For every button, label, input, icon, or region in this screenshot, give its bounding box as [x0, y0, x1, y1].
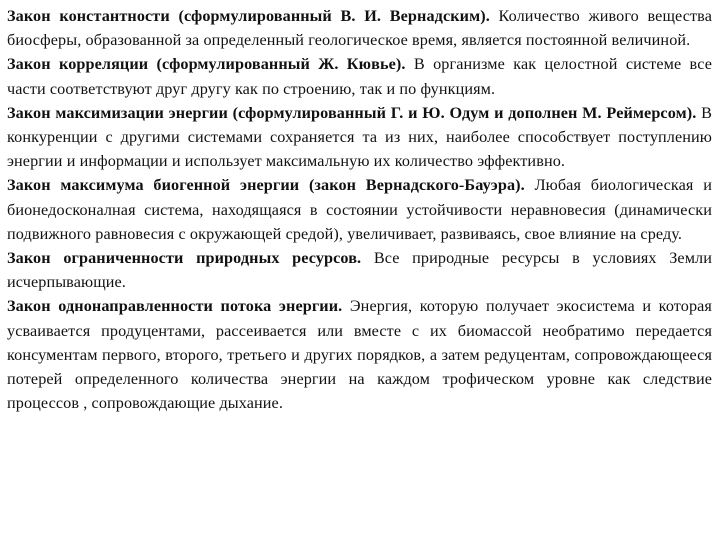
law-text: Любая биологическая и бионедосконалная система, находящаяся в состоянии устойчивости неравновесия (динамически подвижного равновесия с окружающей средой), увеличивает, развиваясь, свое влияние на среду.: [7, 176, 712, 243]
law-title: Закон однонаправленности потока энергии.: [7, 297, 343, 316]
law-paragraph-energy-flow: [7, 294, 712, 415]
law-text: В организме как целостной системе все части соответствуют друг другу как по строению, так и по функциям.: [7, 55, 712, 98]
law-title: Закон максимизации энергии (сформулированный Г. и Ю. Одум и дополнен М. Реймерсом).: [7, 103, 697, 122]
law-paragraph-constancy: [7, 4, 712, 52]
law-title: Закон корреляции (сформулированный Ж. Кювье).: [7, 55, 406, 74]
law-title: Закон ограниченности природных ресурсов.: [7, 249, 362, 268]
law-text: Энергия, которую получает экосистема и которая усваивается продуцентами, рассеивается или вместе с их биомассой необратимо передается консументам первого, второго, третьего и других порядков, а затем редуцентам, сопровождающееся потерей определенного количества энергии на каждом трофическом уровне как следствие процессов , сопровождающие дыхание.: [7, 297, 712, 413]
law-title: Закон константности (сформулированный В. И. Вернадским).: [7, 7, 490, 25]
law-paragraph-energy-maximization: [7, 101, 712, 174]
law-text: В конкуренции с другими системами сохраняется та из них, наиболее способствует поступлению энергии и информации и использует максимальную их количество эффективно.: [7, 103, 712, 171]
law-paragraph-biogenic-energy: [7, 173, 712, 246]
law-text: Количество живого вещества биосферы, образованной за определенный геологическое время, является постоянной величиной.: [7, 7, 712, 50]
law-paragraph-limited-resources: [7, 246, 712, 294]
law-text: Все природные ресурсы в условиях Земли исчерпывающие.: [7, 249, 712, 292]
law-paragraph-correlation: [7, 52, 712, 100]
law-title: Закон максимума биогенной энергии (закон Вернадского-Бауэра).: [7, 176, 525, 195]
